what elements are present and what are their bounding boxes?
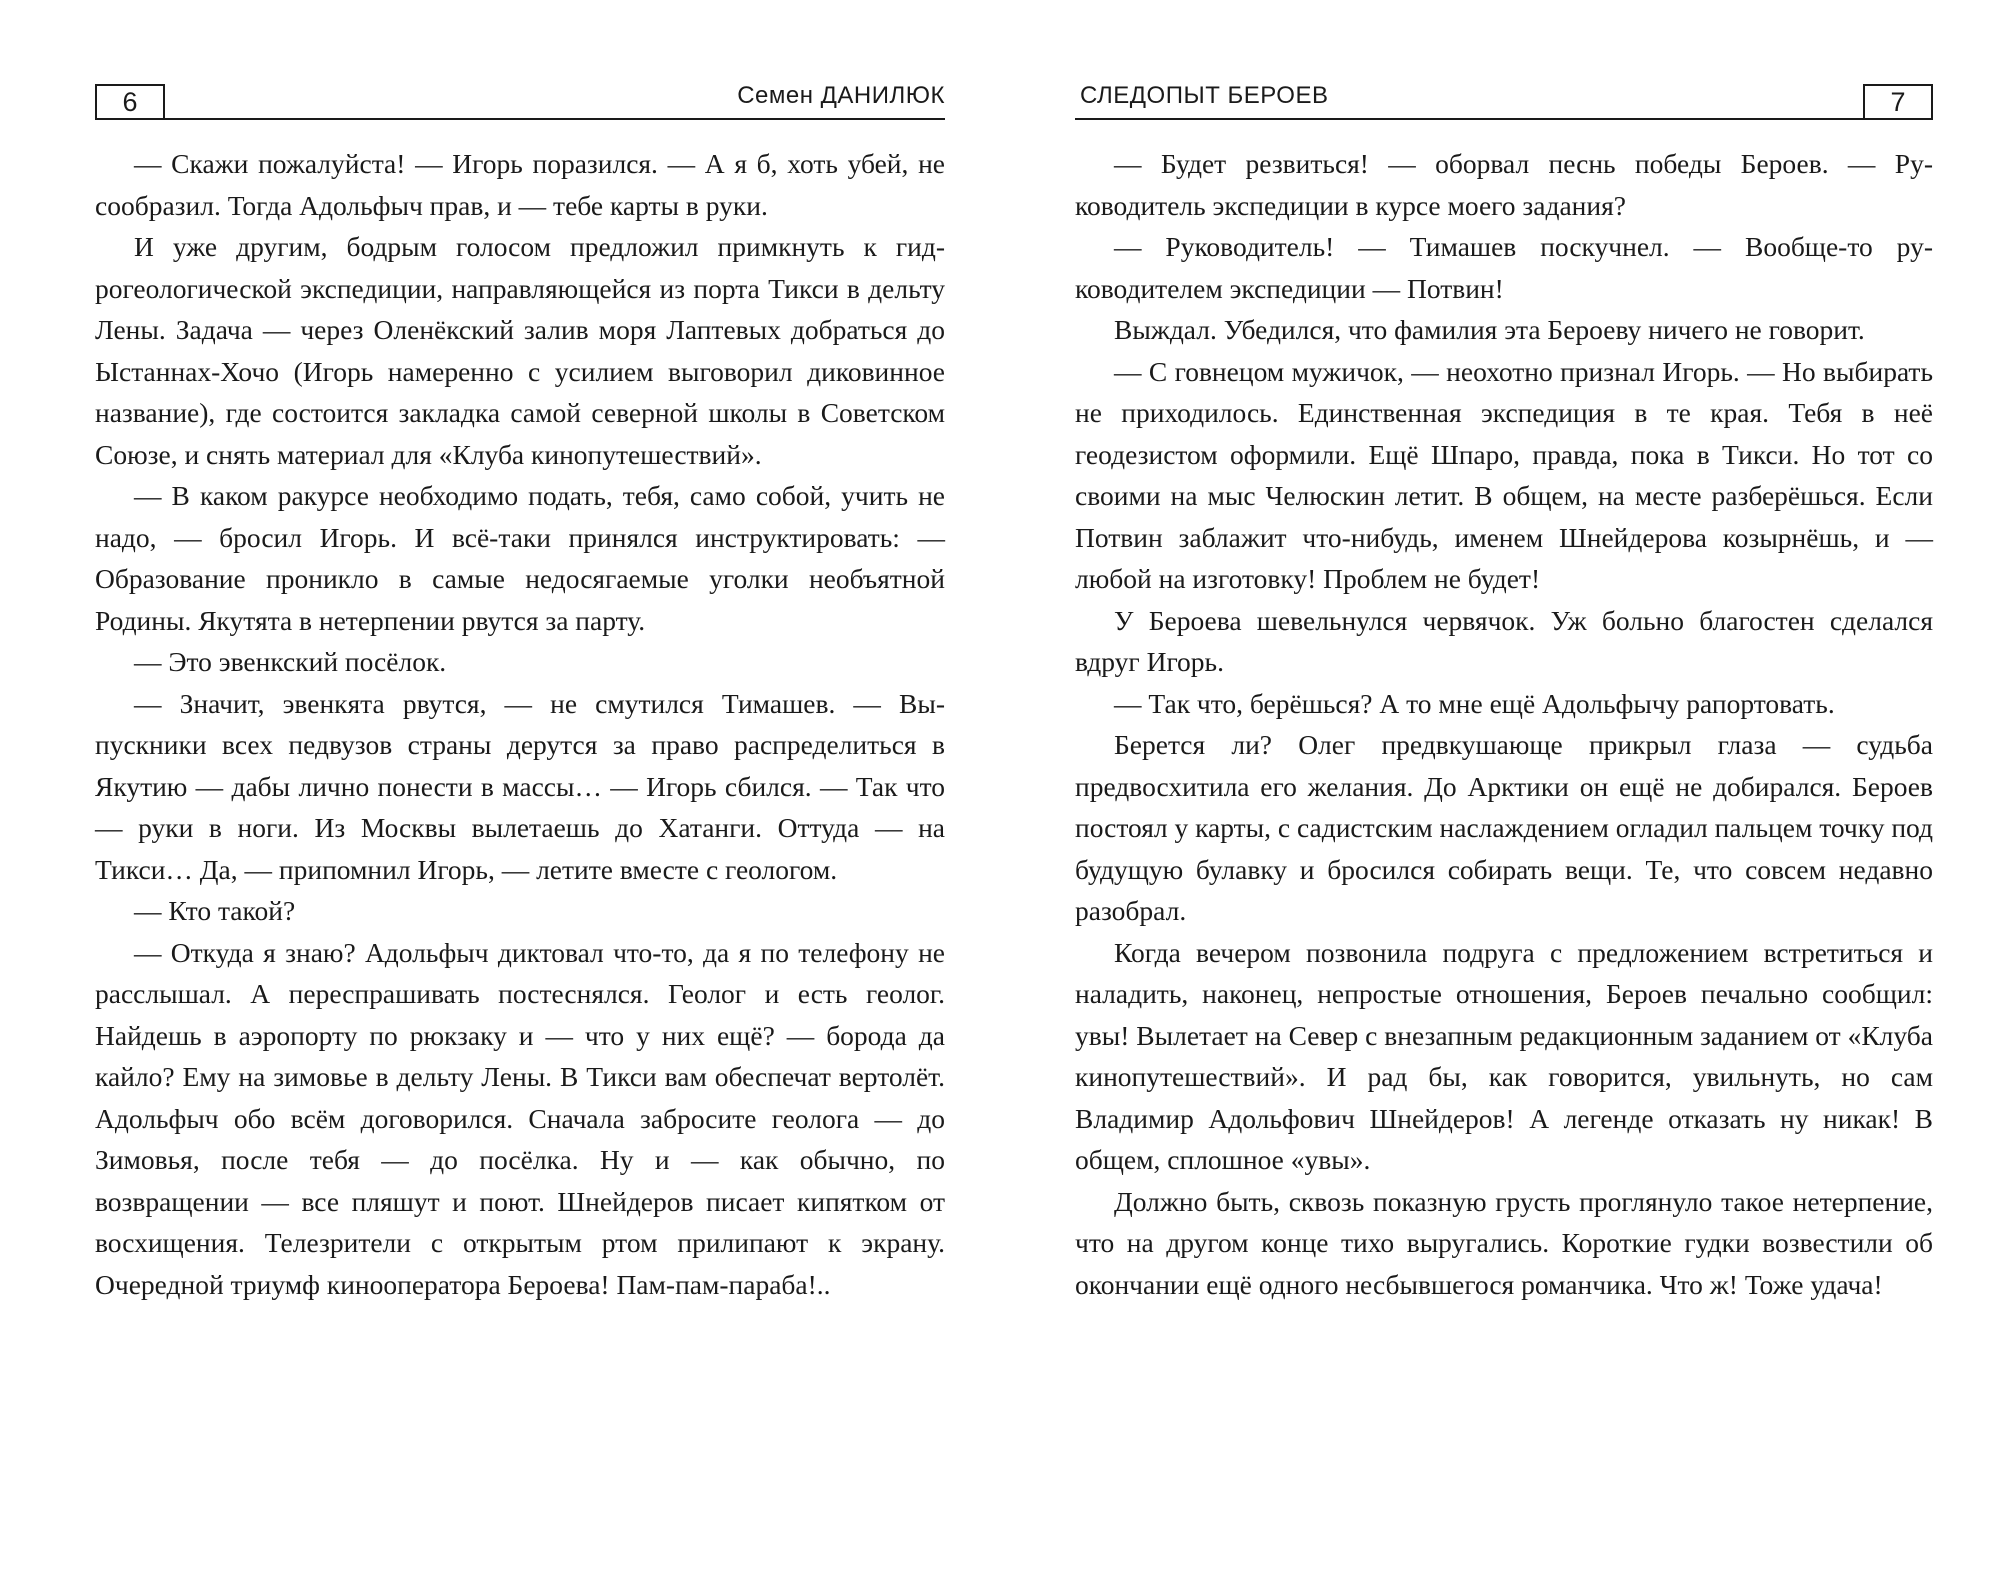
paragraph: — В каком ракурсе необходимо подать, тебя, само собой, учить не надо, — бросил Игорь. И всё-таки принялся инструктировать: — Образование проникло в самые недосягаемые уголки необъятной Родины. Якутята в нетерпении рвутся за парту. [95,480,945,636]
paragraph: У Бероева шевельнулся червячок. Уж больно благостен сделался вдруг Игорь. [1075,604,1933,677]
paragraph: — Это эвенкский посёлок. [134,646,447,677]
paragraph: Когда вечером позвонила подруга с предложением встретиться и наладить, наконец, непростые отношения, Бероев печально сообщил: увы! Вылетает на Север с внезапным редакционным заданием от «Клуба кинопутешествий». И рад бы, как говорится, увильнуть, но сам Владимир Адольфович Шнейдеров! А легенде отказать ну никак! В общем, сплошное «увы». [1075,936,1933,1175]
right-running-head [1075,80,1933,120]
paragraph: Берется ли? Олег предвкушающе прикрыл глаза — судьба предвосхитила его желания. До Арктики он ещё не добирался. Бероев постоял у карты, с садистским наслаждением огладил пальцем точку под будущую булавку и бросился собирать вещи. Те, что совсем недавно разобрал. [1075,729,1934,926]
paragraph: — Руководитель! — Тимашев поскучнел. — Вообще-то руководителем экспедиции — Потвин! [1075,231,1933,304]
paragraph: Должно быть, сквозь показную грусть проглянуло такое нетерпение, что на другом конце тихо выругались. Короткие гудки возвестили об окончании ещё одного несбывшегося романчика. Что ж! Тоже удача! [1075,1185,1933,1300]
left-author-name: Семен ДАНИЛЮК [737,82,945,109]
right-book-title: СЛЕДОПЫТ БЕРОЕВ [1080,82,1329,109]
paragraph: — Откуда я знаю? Адольфыч диктовал что-то, да я по телефону не расслышал. А переспрашивать постеснялся. Геолог и есть геолог. Найдешь в аэропорту по рюкзаку и — что у них ещё? — борода да кайло? Ему на зимовье в дельту Лены. В Тикси вам обеспечат вертолёт. Адольфыч обо всём договорился. Сначала забросите геолога — до Зимовья, после тебя — до посёлка. Ну и — как обычно, по возвращении — все пляшут и поют. Шнейдеров писает кипятком от восхищения. Телезрители с открытым ртом прилипают к экрану. Очередной триумф кинооператора Бероева! Пам-пам-параба!.. [95,936,945,1300]
paragraph: Выждал. Убедился, что фамилия эта Бероеву ничего не говорит. [1114,314,1865,345]
paragraph: — Значит, эвенкята рвутся, — не смутился Тимашев. — Выпускники всех педвузов страны дерутся за право распределиться в Якутию — дабы лично понести в массы… — Игорь сбился. — Так что — руки в ноги. Из Москвы вылетаешь до Хатанги. Оттуда — на Тикси… Да, — припомнил Игорь, — летите вместе с геологом. [95,687,945,885]
left-page-text [95,143,945,1305]
left-head-rule [165,118,945,120]
left-running-head [95,80,945,120]
paragraph: — Будет резвиться! — оборвал песнь победы Бероев. — Руководитель экспедиции в курсе моего задания? [1075,148,1933,221]
right-page-number: 7 [1863,84,1933,120]
right-page-text [1075,143,1933,1305]
right-head-rule [1075,118,1863,120]
paragraph: — Скажи пожалуйста! — Игорь поразился. — А я б, хоть убей, не сообразил. Тогда Адольфыч прав, и — тебе карты в руки. [95,148,945,221]
right-page [1075,0,1933,1576]
paragraph: — Так что, берёшься? А то мне ещё Адольфычу рапортовать. [1114,687,1835,719]
paragraph: — Кто такой? [134,895,296,926]
left-page-number: 6 [95,84,165,120]
paragraph: — С говнецом мужичок, — неохотно признал Игорь. — Но выбирать не приходилось. Единственная экспедиция в те края. Тебя в неё геодезистом оформили. Ещё Шпаро, правда, пока в Тикси. Но тот со своими на мыс Челюскин летит. В общем, на месте разберёшься. Если Потвин заблажит что-нибудь, именем Шнейдерова козырнёшь, и — любой на изготовку! Проблем не будет! [1075,355,1933,594]
left-page [95,0,945,1576]
paragraph: И уже другим, бодрым голосом предложил примкнуть к гидрогеологической экспедиции, направляющейся из порта Тикси в дельту Лены. Задача — через Оленёкский залив моря Лаптевых добраться до Ыстаннах-Хочо (Игорь намеренно с усилием выговорил диковинное название), где состоится закладка самой северной школы в Советском Союзе, и снять материал для «Клуба кинопутешествий». [95,231,945,470]
